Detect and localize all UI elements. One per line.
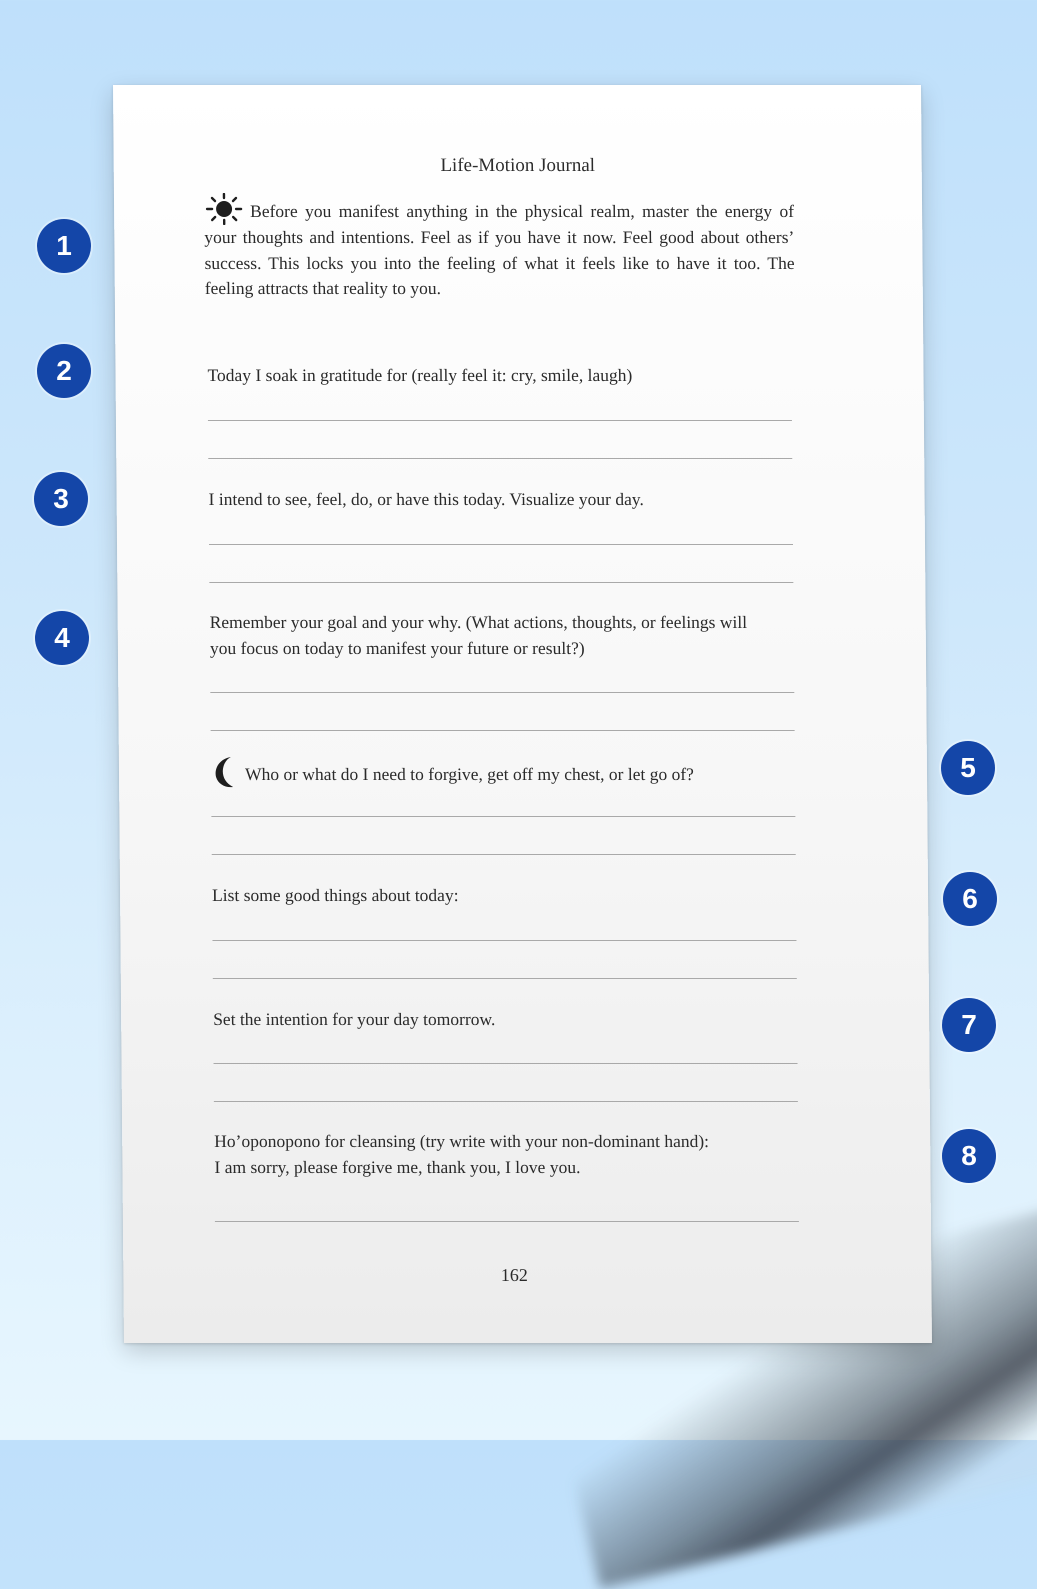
moon-icon [211,755,241,789]
prompt-mantra: I am sorry, please forgive me, thank you, I love you. [214,1154,804,1180]
prompt-good-things: List some good things about today: [212,882,802,908]
writing-line[interactable] [211,730,795,731]
writing-line[interactable] [212,940,796,941]
intro-paragraph [204,193,795,302]
prompt-forgive [211,755,801,789]
step-badge-1: 1 [37,219,91,273]
writing-line[interactable] [213,978,797,979]
writing-line[interactable] [208,458,792,459]
writing-line[interactable] [209,544,793,545]
prompt-tomorrow: Set the intention for your day tomorrow. [213,1006,803,1032]
step-badge-5: 5 [941,741,995,795]
prompt-forgive-text: Who or what do I need to forgive, get off my chest, or let go of? [245,764,694,784]
prompt-goal: Remember your goal and your why. (What actions, thoughts, or feelings will you focus on today to manifest your future or result?) [210,609,770,661]
writing-line[interactable] [214,1101,798,1102]
writing-line[interactable] [212,854,796,855]
step-badge-4: 4 [35,611,89,665]
step-badge-3: 3 [34,472,88,526]
intro-text: Before you manifest anything in the physical realm, master the energy of your thoughts and intentions. Feel as if you have it now. Feel good about others’ success. This locks you into the feeling of what it feels like to have it too. The feeling attracts that reality to you. [204,201,794,298]
page-number: 162 [123,1265,905,1286]
step-badge-2: 2 [37,344,91,398]
prompt-gratitude: Today I soak in gratitude for (really feel it: cry, smile, laugh) [207,362,797,388]
writing-line[interactable] [209,582,793,583]
writing-line[interactable] [210,692,794,693]
writing-line[interactable] [214,1063,798,1064]
page-title: Life-Motion Journal [114,155,922,177]
prompt-hooponopono: Ho’oponopono for cleansing (try write with your non-dominant hand): [214,1128,804,1154]
journal-page [113,85,932,1343]
step-badge-6: 6 [943,872,997,926]
writing-line[interactable] [211,816,795,817]
prompt-intention: I intend to see, feel, do, or have this today. Visualize your day. [208,486,798,512]
step-badge-7: 7 [942,998,996,1052]
writing-line[interactable] [215,1221,799,1222]
sun-icon [204,193,244,225]
step-badge-8: 8 [942,1129,996,1183]
writing-line[interactable] [208,420,792,421]
